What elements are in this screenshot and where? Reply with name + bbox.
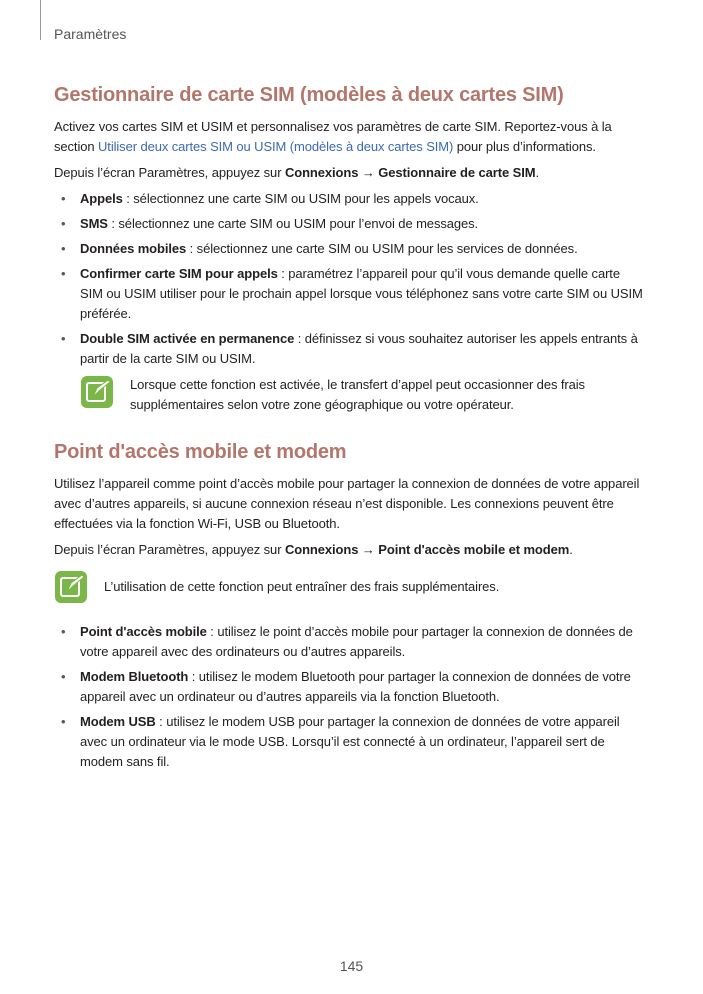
section-title-sim-manager: Gestionnaire de carte SIM (modèles à deux cartes SIM) [54,84,564,106]
section-hotspot [54,441,646,772]
hotspot-options-list [54,622,646,772]
list-item: • Point d'accès mobile : utilisez le point d’accès mobile pour partager la connexion de données de votre appareil avec des ordinateurs ou d’autres appareils. [61,624,633,659]
note-extra-charges [54,570,646,604]
list-item: • SMS : sélectionnez une carte SIM ou USIM pour l’envoi de messages. [61,216,479,231]
sim-manager-options-list [54,189,646,369]
list-item: • Double SIM activée en permanence : définissez si vous souhaitez autoriser les appels entrants à partir de la carte SIM ou USIM. [61,331,638,366]
running-header: Paramètres [54,26,127,42]
page-content [54,84,646,777]
sim-manager-path: Depuis l’écran Paramètres, appuyez sur Connexions → Gestionnaire de carte SIM. [54,165,539,180]
path-connexions: Connexions [284,165,359,180]
dual-sim-link[interactable]: Utiliser deux cartes SIM ou USIM (modèles à deux cartes SIM) [98,139,454,154]
path-connexions: Connexions [284,542,359,557]
note-call-forwarding [80,375,646,415]
list-item: • Modem USB : utilisez le modem USB pour partager la connexion de données de votre appareil avec un ordinateur via le mode USB. Lorsqu’il est connecté à un ordinateur, l’appareil sert de modem sans fil. [61,714,620,769]
note-icon [54,570,88,604]
section-title-hotspot: Point d'accès mobile et modem [54,441,347,463]
hotspot-path: Depuis l’écran Paramètres, appuyez sur Connexions → Point d'accès mobile et modem. [54,542,573,557]
path-hotspot: Point d'accès mobile et modem [378,542,570,557]
page-corner-mark [40,0,41,40]
hotspot-intro: Utilisez l’appareil comme point d’accès mobile pour partager la connexion de données de votre appareil avec d’autres appareils, si aucune connexion réseau n’est disponible. Les connexions peuvent être effectuées via la fonction Wi-Fi, USB ou Bluetooth. [54,476,640,531]
list-item: • Données mobiles : sélectionnez une carte SIM ou USIM pour les services de données. [61,241,578,256]
note-text: L’utilisation de cette fonction peut entraîner des frais supplémentaires. [104,579,500,594]
note-text: Lorsque cette fonction est activée, le transfert d’appel peut occasionner des frais supplémentaires selon votre zone géographique ou votre opérateur. [130,377,585,412]
list-item: • Confirmer carte SIM pour appels : paramétrez l’appareil pour qu’il vous demande quelle carte SIM ou USIM utiliser pour le prochain appel lorsque vous téléphonez sans votre carte SIM ou USIM préférée. [61,266,643,321]
path-sim-manager: Gestionnaire de carte SIM [378,165,536,180]
note-icon [80,375,114,409]
list-item: • Modem Bluetooth : utilisez le modem Bluetooth pour partager la connexion de données de votre appareil avec un ordinateur ou d’autres appareils via la fonction Bluetooth. [61,669,631,704]
sim-manager-intro: Activez vos cartes SIM et USIM et personnalisez vos paramètres de carte SIM. Reportez-vous à la section Utiliser deux cartes SIM ou USIM (modèles à deux cartes SIM) pour plus d’informations. [54,119,612,154]
list-item: • Appels : sélectionnez une carte SIM ou USIM pour les appels vocaux. [61,191,479,206]
page-number: 145 [339,958,364,974]
